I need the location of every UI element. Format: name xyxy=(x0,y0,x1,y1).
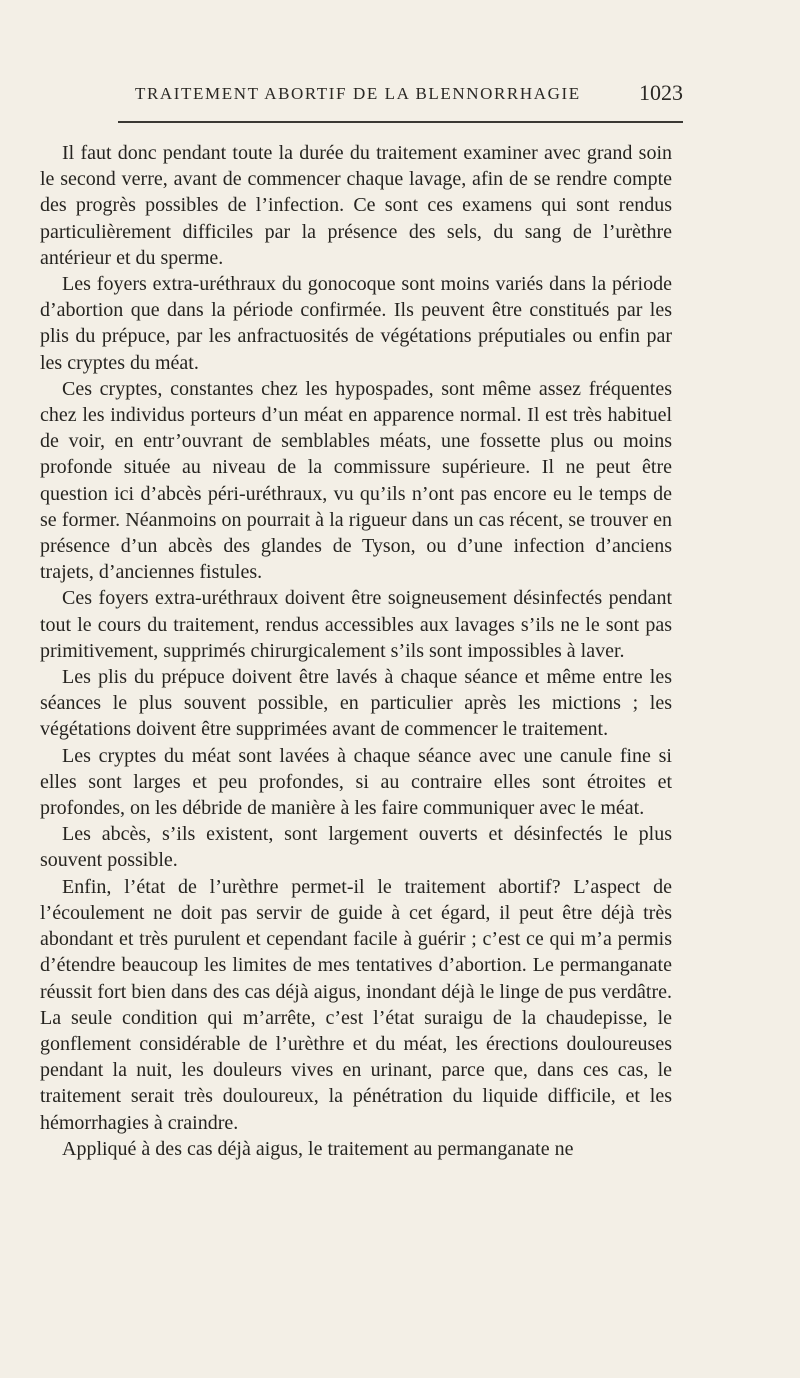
page-header xyxy=(135,80,683,110)
paragraph: Enfin, l’état de l’urèthre permet-il le traitement abortif? L’aspect de l’écoulement ne doit pas servir de guide à cet égard, il peut être déjà très abondant et très purulent et cependant facile à guérir ; c’est ce qui m’a permis d’étendre beaucoup les limites de mes tentatives d’abortion. Le permanganate réussit fort bien dans des cas déjà aigus, inondant déjà le linge de pus verdâtre. La seule condition qui m’arrête, c’est l’état suraigu de la chaudepisse, le gonflement considérable de l’urèthre et du méat, les érections douloureuses pendant la nuit, les douleurs vives en urinant, parce que, dans ces cas, le traitement serait très douloureux, la pénétration du liquide difficile, et les hémorrhagies à craindre. xyxy=(40,875,672,1134)
paragraph: Ces cryptes, constantes chez les hypospades, sont même assez fréquentes chez les individus porteurs d’un méat en apparence normal. Il est très habituel de voir, en entr’ouvrant de semblables méats, une fossette plus ou moins profonde située au niveau de la commissure supérieure. Il ne peut être question ici d’abcès péri-uréthraux, vu qu’ils n’ont pas encore eu le temps de se former. Néanmoins on pourrait à la rigueur dans un cas récent, se trouver en présence d’un abcès des glandes de Tyson, ou d’une infection d’anciens trajets, d’anciennes fistules. xyxy=(40,377,672,584)
paragraph: Ces foyers extra-uréthraux doivent être soigneusement désinfectés pendant tout le cours du traitement, rendus accessibles aux lavages s’ils ne le sont pas primitivement, supprimés chirurgicalement s’ils sont impossibles à laver. xyxy=(40,587,672,662)
paragraph: Il faut donc pendant toute la durée du traitement examiner avec grand soin le second verre, avant de commencer chaque lavage, afin de se rendre compte des progrès possibles de l’infection. Ce sont ces examens qui sont rendus particulièrement difficiles par la présence des sels, du sang de l’urèthre antérieur et du sperme. xyxy=(40,142,672,269)
body-text xyxy=(40,140,672,1162)
header-rule xyxy=(118,121,683,123)
page-number: 1023 xyxy=(639,80,683,105)
paragraph: Les cryptes du méat sont lavées à chaque séance avec une canule fine si elles sont larges et peu profondes, si au contraire elles sont étroites et profondes, on les débride de manière à les faire communiquer avec le méat. xyxy=(40,744,672,820)
paragraph: Les abcès, s’ils existent, sont largement ouverts et désinfectés le plus souvent possible. xyxy=(40,823,672,872)
paragraph: Les plis du prépuce doivent être lavés à chaque séance et même entre les séances le plus souvent possible, en particulier après les mictions ; les végétations doivent être supprimées avant de commencer le traitement. xyxy=(40,666,672,741)
paragraph: Les foyers extra-uréthraux du gonocoque sont moins variés dans la période d’abortion que dans la période confirmée. Ils peuvent être constitués par les plis du prépuce, par les anfractuosités de végétations préputiales ou enfin par les cryptes du méat. xyxy=(40,273,672,374)
running-title: TRAITEMENT ABORTIF DE LA BLENNORRHAGIE xyxy=(135,84,581,103)
paragraph: Appliqué à des cas déjà aigus, le traitement au permanganate ne xyxy=(62,1137,574,1160)
